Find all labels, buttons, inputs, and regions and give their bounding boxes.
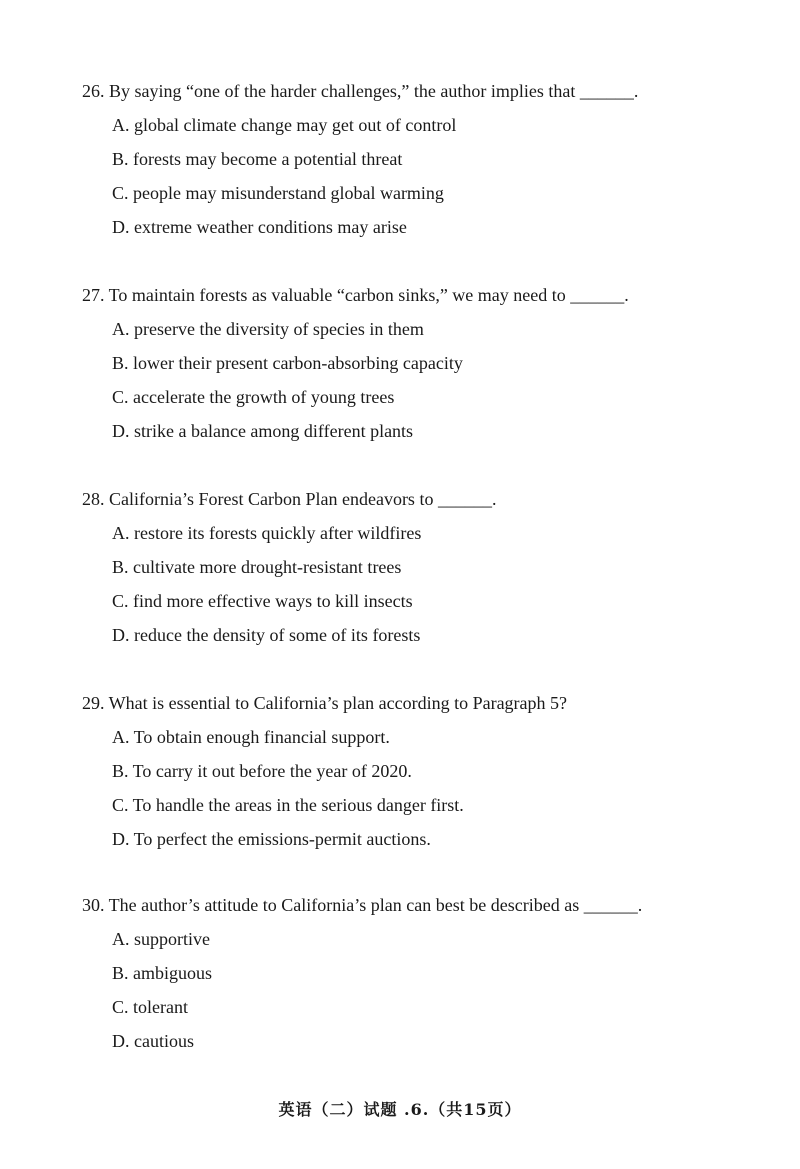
option-b: B. cultivate more drought-resistant trees xyxy=(112,557,402,577)
question-stem: 26. By saying “one of the harder challenges,” the author implies that ______. xyxy=(82,81,639,101)
question-stem: 29. What is essential to California’s plan according to Paragraph 5? xyxy=(82,693,568,713)
option-c: C. To handle the areas in the serious danger first. xyxy=(112,795,464,815)
option-b: B. forests may become a potential threat xyxy=(112,149,403,169)
option-d: D. strike a balance among different plants xyxy=(112,421,414,441)
question-29 xyxy=(82,692,722,850)
option-d: D. To perfect the emissions-permit auctions. xyxy=(112,829,431,849)
question-30 xyxy=(82,894,722,1052)
option-c: C. find more effective ways to kill insects xyxy=(112,591,413,611)
option-a: A. supportive xyxy=(112,929,210,949)
option-b: B. To carry it out before the year of 2020. xyxy=(112,761,412,781)
question-stem: 28. California’s Forest Carbon Plan endeavors to ______. xyxy=(82,489,497,509)
option-d: D. extreme weather conditions may arise xyxy=(112,217,407,237)
option-b: B. ambiguous xyxy=(112,963,213,983)
option-a: A. restore its forests quickly after wildfires xyxy=(112,523,422,543)
option-d: D. cautious xyxy=(112,1031,194,1051)
question-stem: 30. The author’s attitude to California’s plan can best be described as ______. xyxy=(82,895,643,915)
option-b: B. lower their present carbon-absorbing capacity xyxy=(112,353,463,373)
page-footer: 英语（二）试题 .6.（共15页） xyxy=(278,1100,522,1119)
question-28 xyxy=(82,488,722,646)
question-27 xyxy=(82,284,722,442)
option-a: A. preserve the diversity of species in them xyxy=(112,319,424,339)
option-c: C. people may misunderstand global warming xyxy=(112,183,444,203)
option-a: A. To obtain enough financial support. xyxy=(112,727,390,747)
question-stem: 27. To maintain forests as valuable “carbon sinks,” we may need to ______. xyxy=(82,285,629,305)
option-c: C. tolerant xyxy=(112,997,188,1017)
option-c: C. accelerate the growth of young trees xyxy=(112,387,395,407)
option-a: A. global climate change may get out of control xyxy=(112,115,457,135)
question-26 xyxy=(82,80,722,238)
option-d: D. reduce the density of some of its forests xyxy=(112,625,421,645)
